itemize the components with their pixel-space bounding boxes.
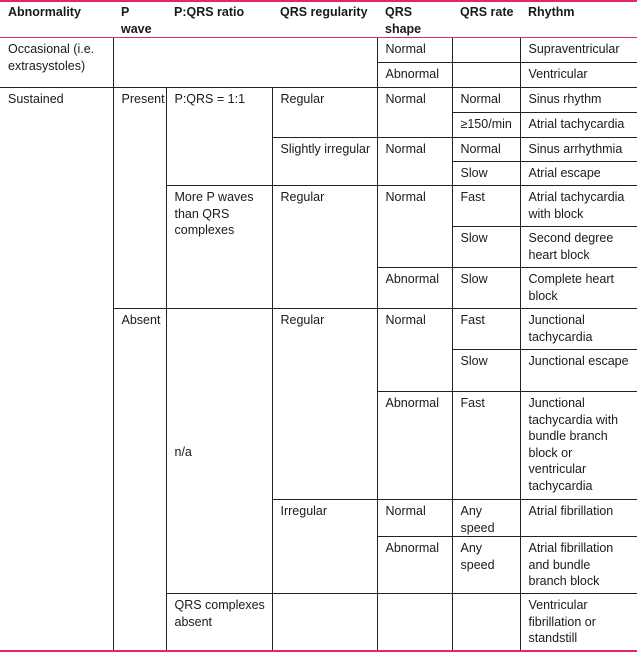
qrs-shape: Abnormal xyxy=(377,537,452,594)
rhythm: Ventricular fibrillation or standstill xyxy=(520,594,637,651)
ratio-1-1: P:QRS = 1:1 xyxy=(166,88,272,186)
rhythm: Junctional tachycardia with bundle branch block or ventricular tachycardia xyxy=(520,392,637,500)
qrs-rate: Any speed xyxy=(452,500,520,537)
rhythm: Second degree heart block xyxy=(520,227,637,268)
qrs-rate: Fast xyxy=(452,392,520,500)
rhythm: Sinus arrhythmia xyxy=(520,138,637,162)
abnormality-occasional: Occasional (i.e. extrasystoles) xyxy=(0,38,113,88)
header-row xyxy=(0,1,637,38)
qrs-rate: Slow xyxy=(452,227,520,268)
qrs-rate: Normal xyxy=(452,138,520,162)
rhythm: Complete heart block xyxy=(520,268,637,309)
empty-cell xyxy=(452,63,520,88)
qrs-shape: Abnormal xyxy=(377,268,452,309)
abnormality-sustained: Sustained xyxy=(0,88,113,651)
header-qrs-shape: QRS shape xyxy=(377,1,452,38)
table-row xyxy=(0,88,637,113)
qrs-shape: Normal xyxy=(377,138,452,186)
qrs-rate: Normal xyxy=(452,88,520,113)
header-qrs-regularity: QRS regularity xyxy=(272,1,377,38)
header-abnormality: Abnormality xyxy=(0,1,113,38)
regularity: Regular xyxy=(272,88,377,138)
qrs-shape: Abnormal xyxy=(377,392,452,500)
qrs-shape: Normal xyxy=(377,186,452,268)
empty-cell xyxy=(377,594,452,651)
qrs-shape: Abnormal xyxy=(377,63,452,88)
table-row xyxy=(0,38,637,63)
ratio-na: n/a xyxy=(166,309,272,594)
qrs-shape: Normal xyxy=(377,38,452,63)
p-wave-present: Present xyxy=(113,88,166,309)
regularity: Irregular xyxy=(272,500,377,594)
header-rhythm: Rhythm xyxy=(520,1,637,38)
qrs-rate: Any speed xyxy=(452,537,520,594)
p-wave-absent: Absent xyxy=(113,309,166,651)
rhythm: Atrial fibrillation and bundle branch block xyxy=(520,537,637,594)
qrs-shape: Normal xyxy=(377,88,452,138)
regularity: Slightly irregular xyxy=(272,138,377,186)
rhythm: Atrial tachycardia with block xyxy=(520,186,637,227)
qrs-rate: Fast xyxy=(452,186,520,227)
qrs-shape: Normal xyxy=(377,500,452,537)
ratio-qrs-absent: QRS complexes absent xyxy=(166,594,272,651)
qrs-rate xyxy=(452,594,520,651)
regularity: Regular xyxy=(272,309,377,500)
header-p-wave: P wave xyxy=(113,1,166,38)
rhythm: Atrial tachycardia xyxy=(520,113,637,138)
qrs-rate: Fast xyxy=(452,309,520,350)
empty-cell xyxy=(113,38,377,88)
rhythm: Ventricular xyxy=(520,63,637,88)
regularity: Regular xyxy=(272,186,377,309)
rhythm: Junctional escape xyxy=(520,350,637,392)
rhythm: Atrial fibrillation xyxy=(520,500,637,537)
rhythm: Supraventricular xyxy=(520,38,637,63)
rhythm: Sinus rhythm xyxy=(520,88,637,113)
qrs-rate: Slow xyxy=(452,162,520,186)
qrs-shape: Normal xyxy=(377,309,452,392)
header-qrs-rate: QRS rate xyxy=(452,1,520,38)
empty-cell xyxy=(452,38,520,63)
header-p-qrs-ratio: P:QRS ratio xyxy=(166,1,272,38)
qrs-rate: ≥150/min xyxy=(452,113,520,138)
ratio-more-p: More P waves than QRS complexes xyxy=(166,186,272,309)
qrs-rate: Slow xyxy=(452,350,520,392)
qrs-rate: Slow xyxy=(452,268,520,309)
empty-cell xyxy=(272,594,377,651)
rhythm: Junctional tachycardia xyxy=(520,309,637,350)
rhythm: Atrial escape xyxy=(520,162,637,186)
